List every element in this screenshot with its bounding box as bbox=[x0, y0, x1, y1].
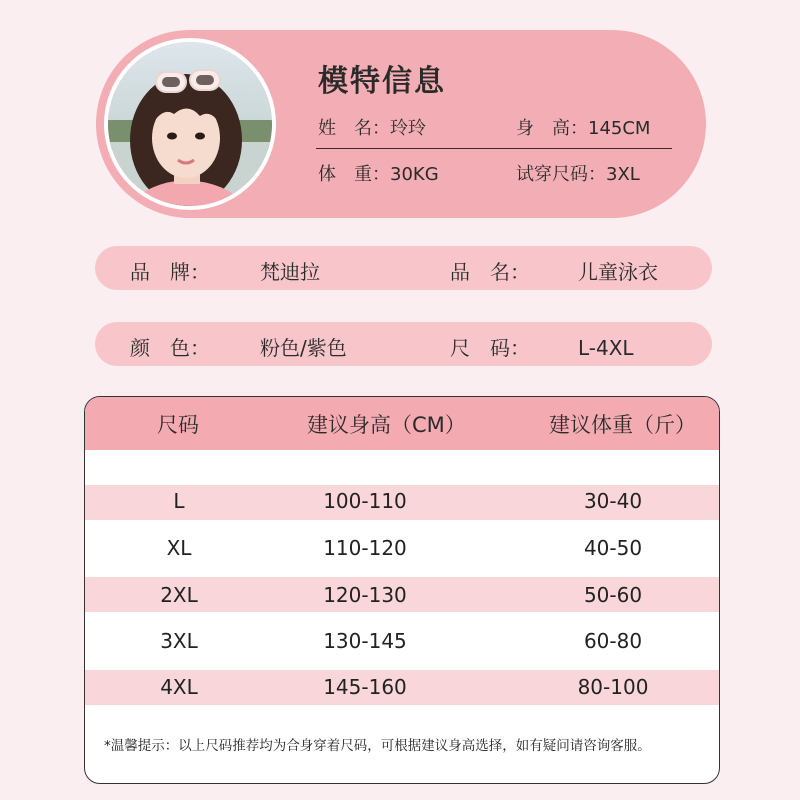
table-cell-size: 3XL bbox=[160, 629, 198, 653]
model-height-row bbox=[516, 114, 650, 140]
trial-size-label: 试穿尺码： bbox=[516, 164, 606, 185]
color-value: 粉色/紫色 bbox=[260, 336, 347, 360]
brand-row bbox=[130, 256, 320, 285]
table-cell-height: 100-110 bbox=[323, 489, 407, 513]
table-cell-weight: 40-50 bbox=[583, 536, 643, 560]
model-info-title: 模特信息 bbox=[318, 64, 446, 99]
header-size: 尺码 bbox=[157, 413, 199, 437]
table-cell-weight: 80-100 bbox=[577, 675, 649, 699]
color-label: 颜 色： bbox=[130, 336, 210, 360]
size-range-label: 尺 码： bbox=[450, 336, 530, 360]
brand-value: 梵迪拉 bbox=[260, 260, 320, 284]
table-cell-weight: 60-80 bbox=[583, 629, 643, 653]
height-label: 身 高： bbox=[516, 118, 588, 139]
header-weight: 建议体重（斤） bbox=[549, 413, 696, 437]
info-divider bbox=[316, 148, 672, 149]
table-cell-weight: 50-60 bbox=[583, 583, 643, 607]
model-trial-size-row bbox=[516, 160, 640, 186]
table-cell-size: 2XL bbox=[160, 583, 198, 607]
color-row bbox=[130, 332, 347, 361]
table-header bbox=[85, 397, 719, 450]
table-cell-weight: 30-40 bbox=[583, 489, 643, 513]
model-weight-row bbox=[318, 160, 439, 186]
model-avatar bbox=[104, 38, 276, 210]
table-cell-height: 120-130 bbox=[323, 583, 407, 607]
name-value: 玲玲 bbox=[390, 118, 426, 139]
table-cell-height: 130-145 bbox=[323, 629, 407, 653]
trial-size-value: 3XL bbox=[606, 164, 640, 185]
header-height: 建议身高（CM） bbox=[307, 413, 466, 437]
size-range-row bbox=[450, 332, 634, 361]
table-cell-size: L bbox=[173, 489, 185, 513]
name-label: 姓 名： bbox=[318, 118, 390, 139]
size-chart-table bbox=[84, 396, 720, 784]
product-name-row bbox=[450, 256, 658, 285]
table-cell-height: 110-120 bbox=[323, 536, 407, 560]
table-cell-height: 145-160 bbox=[323, 675, 407, 699]
weight-value: 30KG bbox=[390, 164, 439, 185]
table-cell-size: 4XL bbox=[160, 675, 198, 699]
weight-label: 体 重： bbox=[318, 164, 390, 185]
product-name-label: 品 名： bbox=[450, 260, 530, 284]
size-tip-note: *温馨提示：以上尺码推荐均为合身穿着尺码，可根据建议身高选择，如有疑问请咨询客服。 bbox=[104, 738, 651, 754]
table-cell-size: XL bbox=[166, 536, 192, 560]
brand-label: 品 牌： bbox=[130, 260, 210, 284]
model-name-row bbox=[318, 114, 426, 140]
height-value: 145CM bbox=[588, 118, 651, 139]
size-range-value: L-4XL bbox=[578, 336, 634, 360]
product-name-value: 儿童泳衣 bbox=[578, 260, 658, 284]
